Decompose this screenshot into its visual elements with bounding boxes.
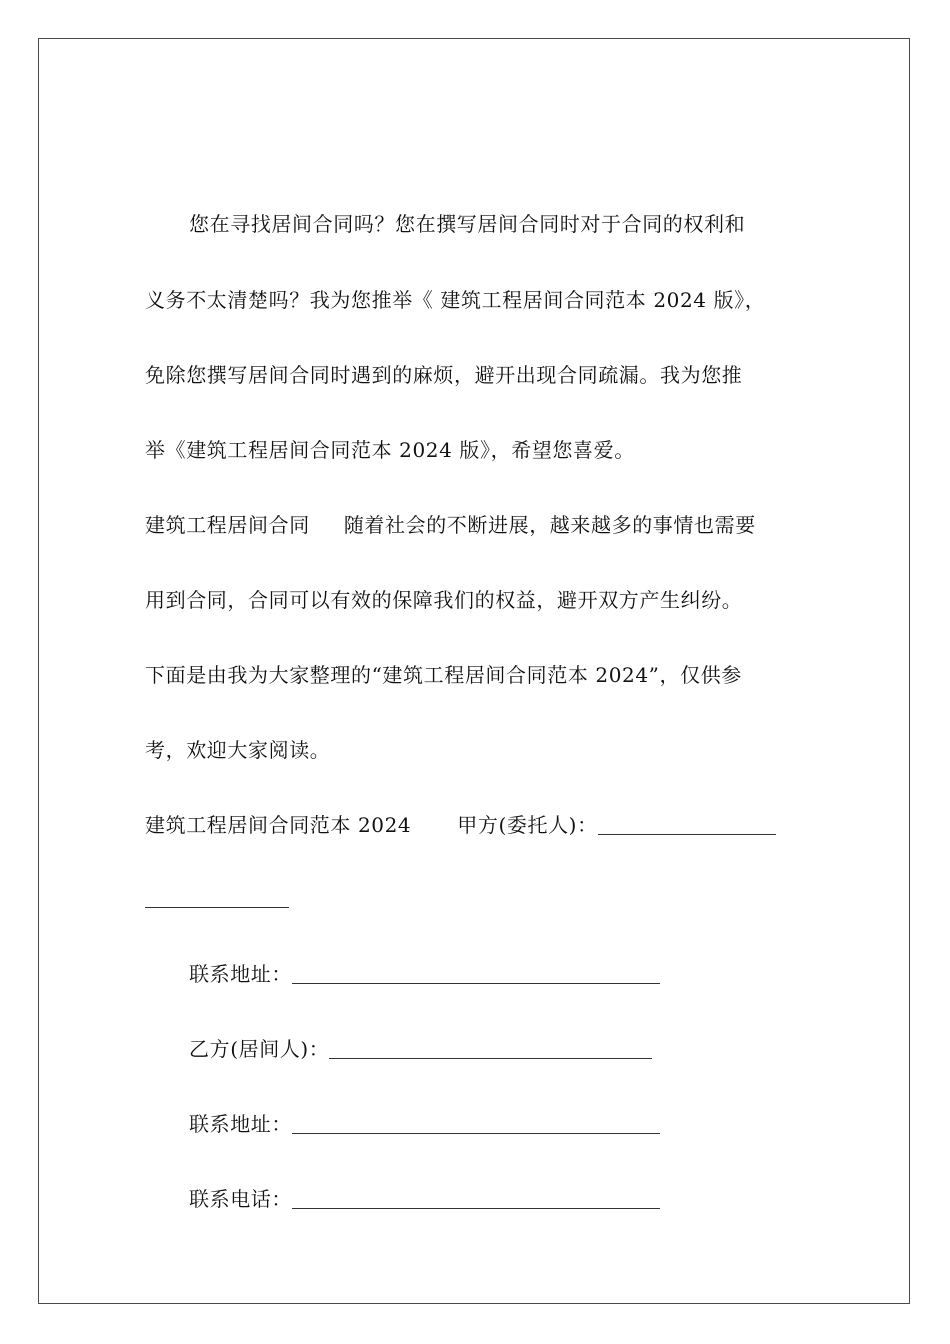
intro-line-4: 举《建筑工程居间合同范本 2024 版》，希望您喜爱。 (145, 438, 635, 462)
intro-line-1: 您在寻找居间合同吗？您在撰写居间合同时对于合同的权利和 (189, 212, 746, 236)
section1-line-3: 下面是由我为大家整理的“建筑工程居间合同范本 2024”，仅供参 (145, 663, 742, 687)
contract-heading-line (145, 811, 776, 839)
intro-line-3: 免除您撰写居间合同时遇到的麻烦，避开出现合同疏漏。我为您推 (145, 363, 743, 387)
party-b-address-line (189, 1110, 660, 1138)
phone-line (189, 1185, 660, 1213)
party-b-address-blank[interactable] (292, 1113, 660, 1134)
party-b-blank[interactable] (329, 1038, 652, 1059)
party-b-label: 乙方(居间人)： (189, 1037, 330, 1061)
contract-heading: 建筑工程居间合同范本 2024 (145, 813, 412, 837)
intro-line-2: 义务不太清楚吗？我为您推举《 建筑工程居间合同范本 2024 版》， (145, 288, 766, 312)
party-a-address-blank[interactable] (292, 963, 660, 984)
phone-label: 联系电话： (189, 1187, 292, 1211)
section1-line-2: 用到合同，合同可以有效的保障我们的权益，避开双方产生纠纷。 (145, 588, 743, 612)
party-a-blank-continued[interactable] (145, 907, 289, 908)
section1-line-4: 考，欢迎大家阅读。 (145, 738, 331, 762)
phone-blank[interactable] (292, 1188, 660, 1209)
party-a-label: 甲方(委托人)： (457, 813, 598, 837)
section1-line-1 (145, 511, 756, 539)
section1-heading: 建筑工程居间合同 (145, 513, 310, 537)
party-a-address-line (189, 960, 660, 988)
party-b-line (189, 1035, 652, 1063)
party-b-address-label: 联系地址： (189, 1112, 292, 1136)
party-a-blank[interactable] (598, 814, 776, 835)
party-a-address-label: 联系地址： (189, 962, 292, 986)
section1-text: 随着社会的不断进展，越来越多的事情也需要 (343, 513, 756, 537)
